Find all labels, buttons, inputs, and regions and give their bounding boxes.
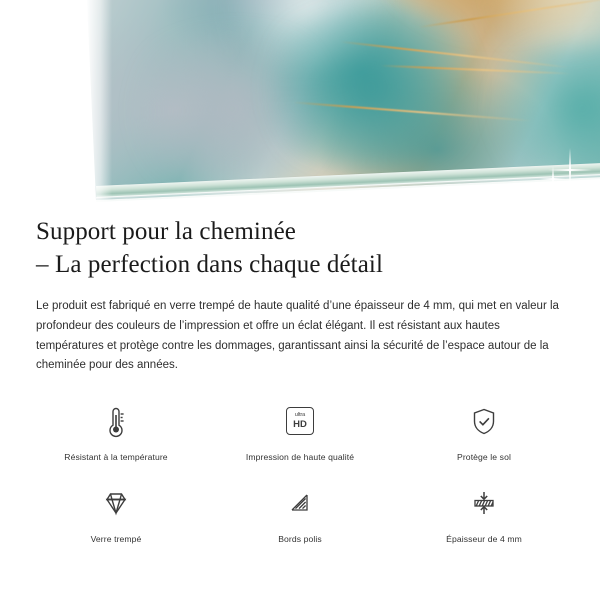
feature-item-floor-protection: [392, 398, 576, 462]
ultra-hd-icon: [277, 398, 323, 444]
page-title-line-1: Support pour la cheminée: [36, 218, 296, 245]
feature-label: Verre trempé: [90, 534, 142, 544]
feature-label: Épaisseur de 4 mm: [446, 534, 522, 544]
thickness-icon: [461, 480, 507, 526]
feature-item-tempered-glass: [24, 480, 208, 544]
text-content: [0, 215, 600, 376]
feature-item-polished-edges: [208, 480, 392, 544]
feature-label: Impression de haute qualité: [245, 452, 355, 462]
feature-grid: [0, 398, 600, 544]
polished-edges-icon: [277, 480, 323, 526]
feature-label: Bords polis: [278, 534, 322, 544]
shield-check-icon: [461, 398, 507, 444]
feature-label: Résistant à la température: [64, 452, 168, 462]
page-title: [36, 215, 564, 281]
ultra-hd-badge: [286, 407, 314, 435]
hero-image-inner: [0, 0, 600, 215]
feature-item-temperature-resistant: [24, 398, 208, 462]
image-left-fade: [86, 0, 112, 205]
thermometer-icon: [93, 398, 139, 444]
hero-image: [0, 0, 600, 215]
diamond-icon: [93, 480, 139, 526]
description-paragraph: Le produit est fabriqué en verre trempé de haute qualité d’une épaisseur de 4 mm, qui met en valeur la profondeur des couleurs de l’impression et offre un éclat élégant. Il est résistant aux hautes températures et protège contre les dommages, garantissant ainsi la sécurité de l’espace autour de la cheminée pour des années.: [36, 300, 559, 372]
ultra-hd-badge-top: ultra: [294, 411, 306, 418]
feature-item-high-quality-print: [208, 398, 392, 462]
feature-label: Protège le sol: [457, 452, 511, 462]
ultra-hd-badge-bottom: HD: [293, 418, 307, 430]
feature-item-thickness: [392, 480, 576, 544]
page-title-line-2: – La perfection dans chaque détail: [36, 251, 383, 278]
